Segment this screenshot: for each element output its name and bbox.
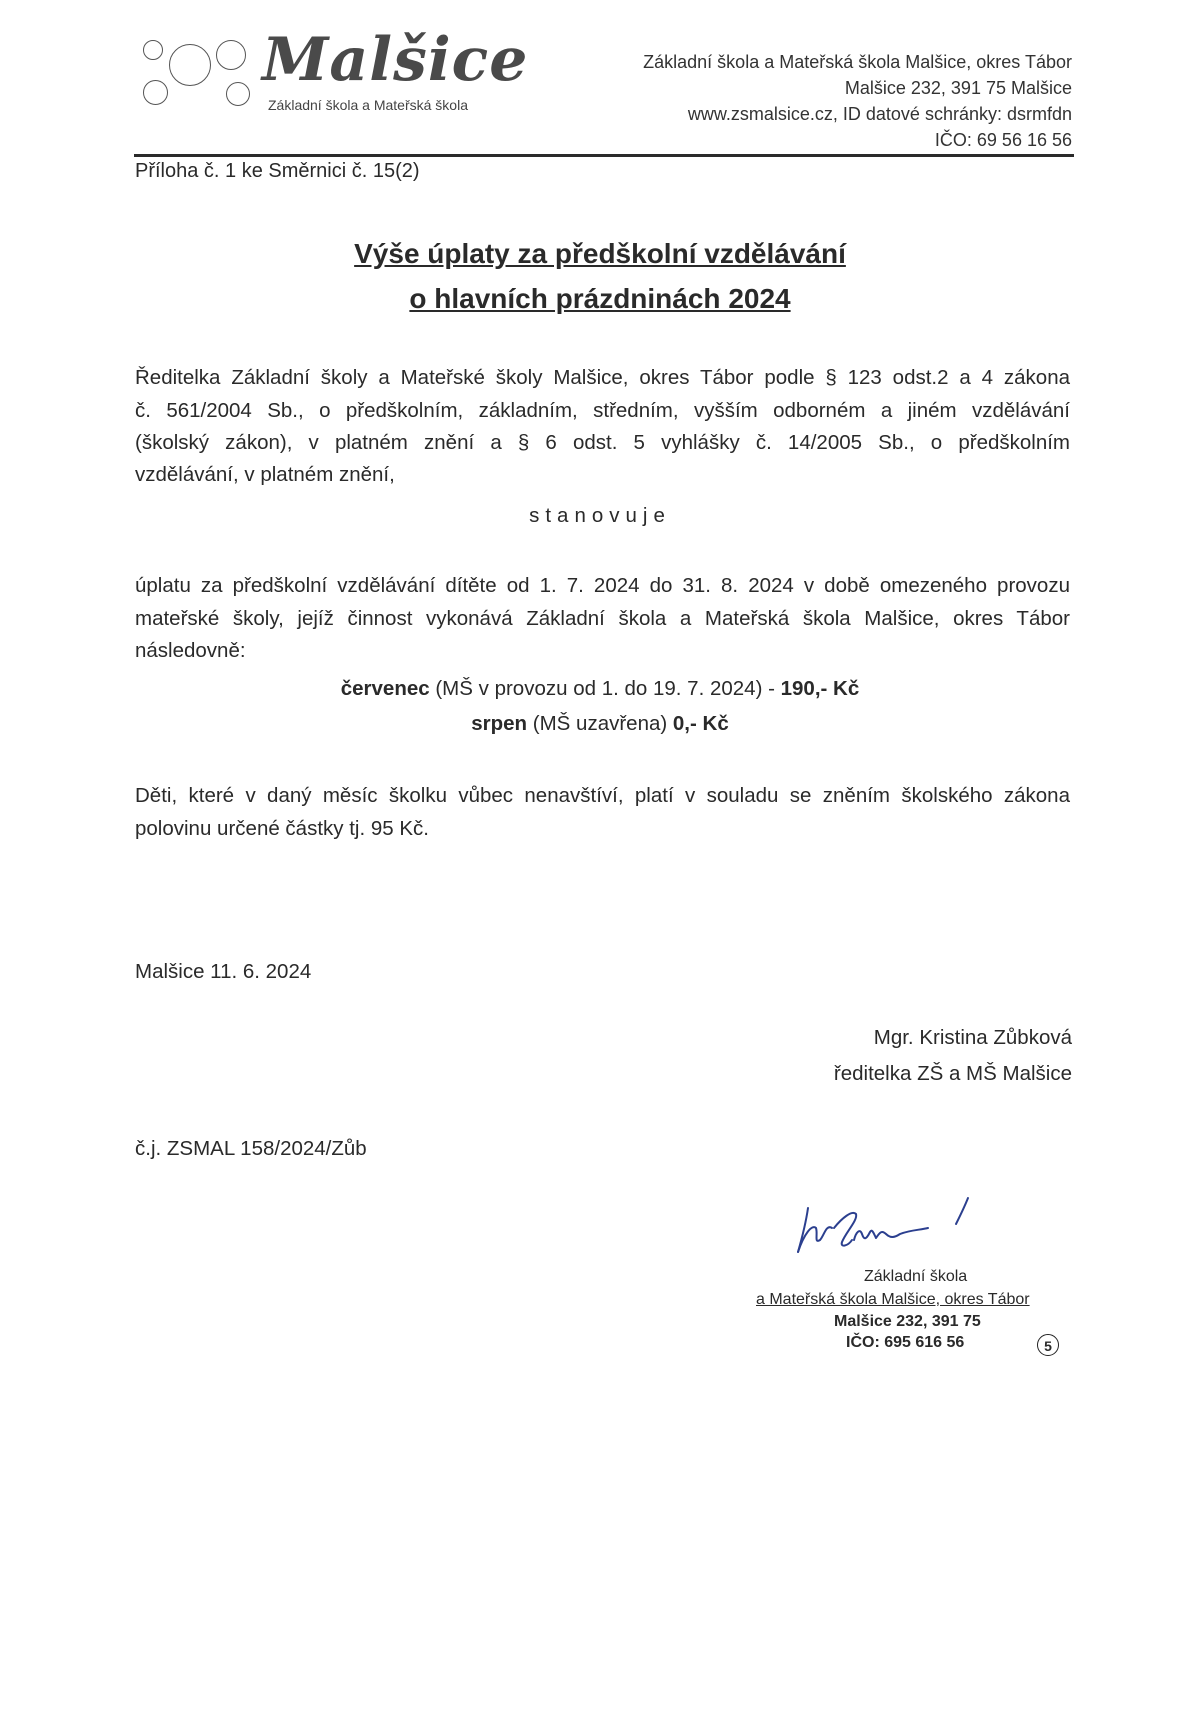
decree-word: stanovuje bbox=[529, 504, 671, 527]
intro-paragraph bbox=[135, 362, 1070, 460]
stamp-number-badge: 5 bbox=[1037, 1334, 1059, 1356]
signatory-role: ředitelka ZŠ a MŠ Malšice bbox=[833, 1062, 1072, 1085]
fee-line: úplatu za předškolní vzdělávání dítěte od 1. 7. 2024 do 31. 8. 2024 v době omezeného provozu bbox=[135, 574, 1070, 597]
stamp-line-school: Základní škola bbox=[864, 1268, 968, 1285]
header-web: www.zsmalsice.cz, ID datové schránky: dsrmfdn bbox=[687, 104, 1072, 124]
logo-subtitle: Základní škola a Mateřská škola bbox=[268, 97, 468, 113]
absence-paragraph bbox=[135, 780, 1070, 813]
logo-wordmark: Malšice bbox=[262, 25, 529, 95]
reference-number: č.j. ZSMAL 158/2024/Zůb bbox=[135, 1137, 367, 1160]
intro-line: Ředitelka Základní školy a Mateřské školy Malšice, okres Tábor podle § 123 odst.2 a 4 zákona bbox=[135, 366, 1070, 389]
handwritten-signature bbox=[790, 1188, 1010, 1258]
fee-july-note: (MŠ v provozu od 1. do 19. 7. 2024) - bbox=[429, 677, 781, 700]
logo-circle-icon bbox=[143, 80, 168, 105]
header-ico: IČO: 69 56 16 56 bbox=[934, 130, 1072, 150]
annex-reference: Příloha č. 1 ke Směrnici č. 15(2) bbox=[135, 160, 420, 182]
header-address: Malšice 232, 391 75 Malšice bbox=[844, 78, 1072, 98]
document-subtitle: o hlavních prázdninách 2024 bbox=[409, 283, 791, 314]
fee-last-line: následovně: bbox=[135, 639, 246, 662]
fee-august-month: srpen bbox=[471, 712, 528, 735]
logo-circle-icon bbox=[169, 44, 211, 86]
fee-paragraph bbox=[135, 570, 1070, 635]
document-title: Výše úplaty za předškolní vzdělávání bbox=[354, 238, 846, 269]
logo-circle-icon bbox=[226, 82, 250, 106]
fee-august bbox=[0, 712, 1200, 736]
fee-july-amount: 190,- Kč bbox=[780, 677, 860, 700]
fee-july bbox=[0, 677, 1200, 701]
fee-august-note: (MŠ uzavřena) bbox=[527, 712, 673, 735]
absence-line: Děti, které v daný měsíc školku vůbec nenavštíví, platí v souladu se zněním školského zákona bbox=[135, 784, 1070, 807]
intro-line: č. 561/2004 Sb., o předškolním, základním, středním, vyšším odborném a jiném vzdělávání bbox=[135, 398, 1070, 422]
fee-july-month: červenec bbox=[340, 677, 430, 700]
logo-circle-icon bbox=[216, 40, 246, 70]
stamp-line-ico: IČO: 695 616 56 bbox=[846, 1334, 965, 1351]
intro-line: (školský zákon), v platném znění a § 6 odst. 5 vyhlášky č. 14/2005 Sb., o předškolním bbox=[135, 431, 1070, 454]
signatory-name: Mgr. Kristina Zůbková bbox=[873, 1026, 1072, 1049]
stamp-line-name: a Mateřská škola Malšice, okres Tábor bbox=[756, 1291, 1030, 1308]
place-date: Malšice 11. 6. 2024 bbox=[135, 960, 312, 983]
fee-line: mateřské školy, jejíž činnost vykonává Základní škola a Mateřská škola Malšice, okres Tábor bbox=[135, 606, 1070, 630]
logo-circle-icon bbox=[143, 40, 163, 60]
stamp-line-address: Malšice 232, 391 75 bbox=[834, 1313, 981, 1330]
header-divider bbox=[134, 154, 1074, 157]
intro-last-line: vzdělávání, v platném znění, bbox=[135, 463, 395, 486]
fee-august-amount: 0,- Kč bbox=[672, 712, 729, 735]
absence-last-line: polovinu určené částky tj. 95 Kč. bbox=[135, 817, 429, 840]
header-school-name: Základní škola a Mateřská škola Malšice, okres Tábor bbox=[643, 52, 1072, 72]
